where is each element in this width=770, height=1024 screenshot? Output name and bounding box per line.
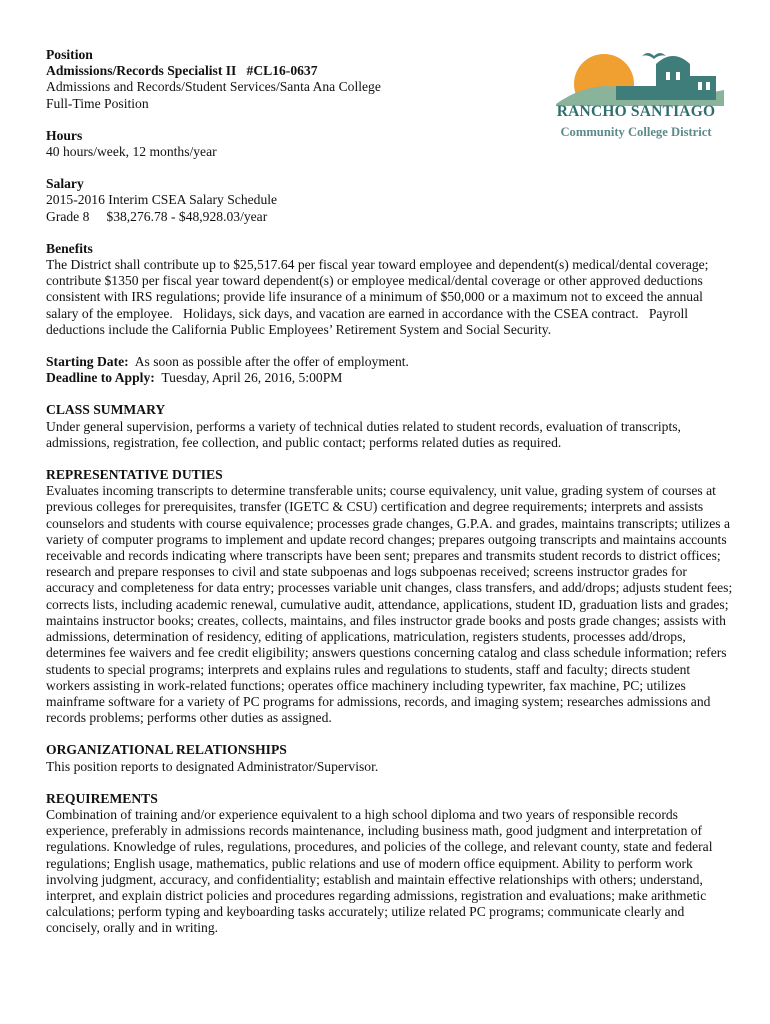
salary-schedule: 2015-2016 Interim CSEA Salary Schedule xyxy=(46,192,278,208)
class-summary-text: Under general supervision, performs a variety of technical duties related to student records, evaluation of transcripts, admissions, registration, fee collection, and public contact; performs related duties as required. xyxy=(46,418,681,450)
hours-section xyxy=(46,128,736,160)
starting-date xyxy=(46,354,736,370)
position-section xyxy=(46,47,736,112)
duties-text: Evaluates incoming transcripts to determine transferable units; course equivalency, unit value, grading system of courses at previous colleges for prerequisites, transfer (IGETC & CSU) certification and degree requirements; interprets and assists counselors and students with course equivalence; processes grade changes, G.P.A. and grades, maintains transcripts; utilizes a variety of computer programs to implement and update record changes; prepares outgoing transcripts and maintains accounts receivable and records indicating where transcripts have been sent; prepares and transmits student records to district offices; research and prepare responses to civil and state subpoenas and logs subpoenas received; screens instructor grades for accuracy and completeness for data entry; processes variable unit changes, class transfers, and add/drops; adjusts student fees; corrects lists, including academic renewal, cumulative audit, attendance, applications, student ID, graduation lists and grades; maintains instructor books; creates, collects, maintains, and files instructor grade books and posts grade changes; assists with admissions, determination of residency, editing of applications, matriculation, registers students, processes add/drops, determines fee waivers and fee credit eligibility; answers questions concerning catalog and class schedule information; refers students to special programs; interprets and explains rules and regulations to students, staff and faculty; directs student workers assisting in work-related functions; operates office machinery including typewriter, fax machine, PC; utilizes mainframe software for a variety of PC programs for admissions, records, and imaging system; researches admissions and records problems; performs other duties as assigned. xyxy=(46,483,733,726)
starting-date-label: Starting Date: xyxy=(46,354,129,370)
requirements-section xyxy=(46,791,736,937)
org-heading: ORGANIZATIONAL RELATIONSHIPS xyxy=(46,742,287,758)
logo-name-line1: RANCHO SANTIAGO xyxy=(556,103,716,120)
salary-grade: Grade 8 $38,276.78 - $48,928.03/year xyxy=(46,208,268,224)
starting-date-value: As soon as possible after the offer of employment. xyxy=(128,354,409,370)
dates-section xyxy=(46,354,736,386)
deadline xyxy=(46,370,736,386)
class-summary-heading: CLASS SUMMARY xyxy=(46,402,166,418)
org-text: This position reports to designated Administrator/Supervisor. xyxy=(46,758,379,774)
hours-text: 40 hours/week, 12 months/year xyxy=(46,144,217,160)
org-section xyxy=(46,742,736,774)
benefits-text: The District shall contribute up to $25,517.64 per fiscal year toward employee and dependent(s) medical/dental coverage; contribute $1350 per fiscal year toward dependent(s) or employee medical/dental coverage or other approved deductions consistent with IRS regulations; provide life insurance of a minimum of $50,000 or a maximum not to exceed the annual salary of the employee. Holidays, sick days, and vacation are earned in accordance with the CSEA contract. Payroll deductions include the California Public Employees’ Retirement System and Social Security. xyxy=(46,257,712,337)
requirements-heading: REQUIREMENTS xyxy=(46,790,158,806)
duties-heading: REPRESENTATIVE DUTIES xyxy=(46,467,223,483)
position-heading: Position xyxy=(46,47,93,62)
benefits-heading: Benefits xyxy=(46,240,93,256)
requirements-text: Combination of training and/or experience equivalent to a high school diploma and two years of responsible records experience, preferably in admissions records maintenance, including business math, good judgment and interpretation of regulations. Knowledge of rules, regulations, procedures, and policies of the college, and relevant county, state and federal regulations; English usage, mathematics, public relations and use of modern office equipment. Ability to perform work involving judgment, accuracy, and confidentiality; establish and maintain effective relationships with others; understand, interpret, and explain district policies and procedures regarding admissions, registration and evaluations; make arithmetic calculations; perform typing and keyboarding tasks accurately; utilize related PC programs; communicate clearly and concisely, orally and in writing. xyxy=(46,806,713,936)
logo-name-line2: Community College District xyxy=(560,125,712,139)
position-department: Admissions and Records/Student Services/Santa Ana College xyxy=(46,79,381,95)
duties-section xyxy=(46,467,736,726)
salary-section xyxy=(46,176,736,225)
job-posting xyxy=(46,47,736,953)
class-summary-section xyxy=(46,402,736,451)
position-type: Full-Time Position xyxy=(46,95,149,111)
deadline-label: Deadline to Apply: xyxy=(46,370,155,386)
salary-heading: Salary xyxy=(46,176,84,192)
position-title: Admissions/Records Specialist II #CL16-0637 xyxy=(46,63,318,79)
deadline-value: Tuesday, April 26, 2016, 5:00PM xyxy=(154,370,343,386)
benefits-section xyxy=(46,241,736,338)
hours-heading: Hours xyxy=(46,127,83,143)
